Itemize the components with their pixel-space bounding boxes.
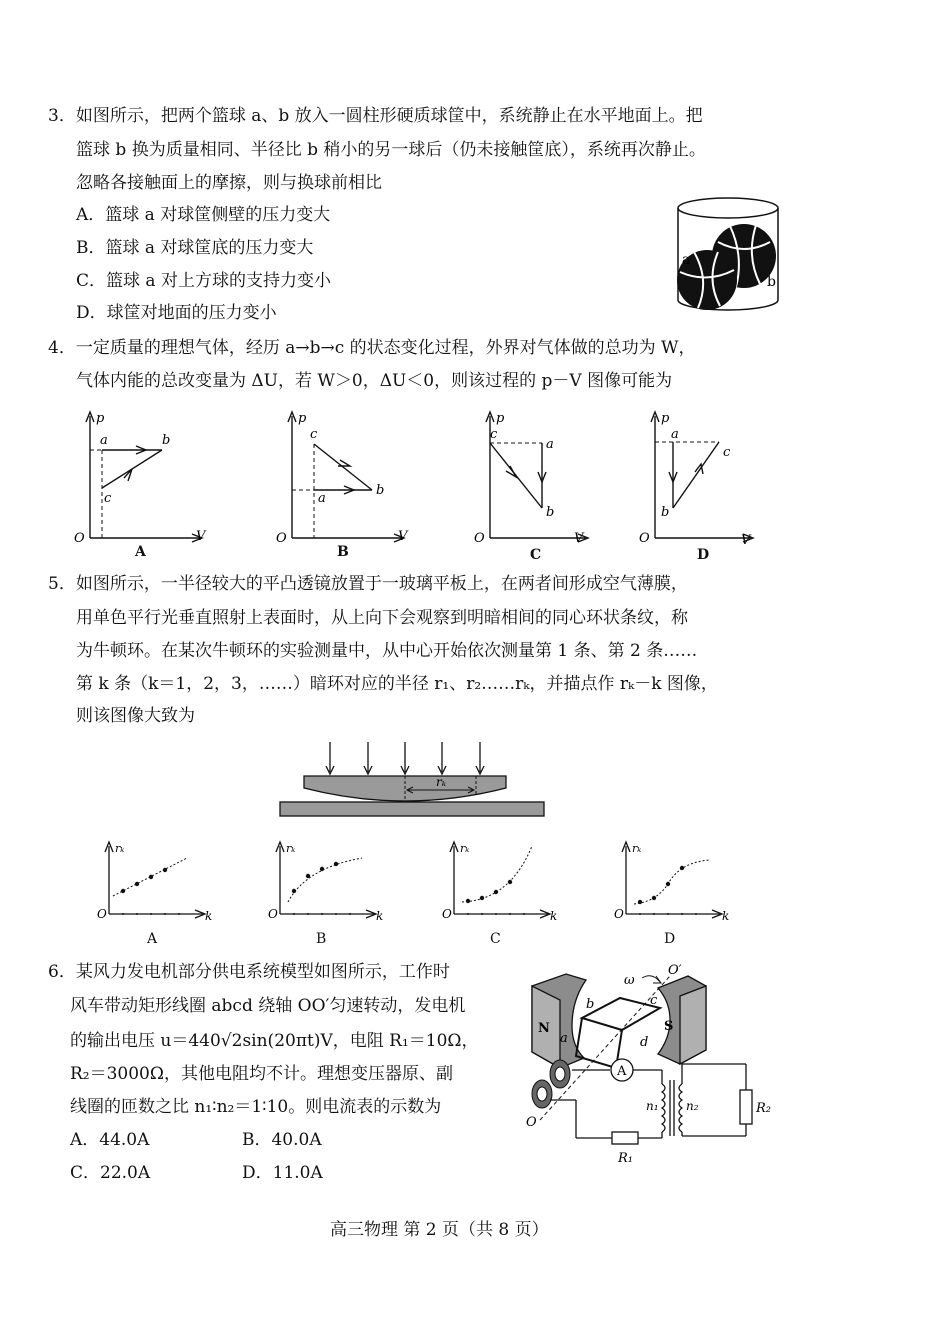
q6-line-3: 的输出电压 u＝440√2sin(20πt)V，电阻 R₁＝10Ω， (70, 1031, 479, 1051)
q3-line-1: 3．如图所示，把两个篮球 a、b 放入一圆柱形硬质球筐中，系统静止在水平地面上。把 (48, 106, 703, 126)
q5-line-4: 第 k 条（k＝1，2，3，……）暗环对应的半径 r₁、r₂……rₖ，并描点作 rₖ－k 图像， (76, 674, 718, 694)
q4-line-1: 4．一定质量的理想气体，经历 a→b→c 的状态变化过程，外界对气体做的总功为 W， (48, 338, 696, 358)
svg-text:p: p (96, 411, 105, 426)
rk-graph-d (612, 838, 742, 926)
svg-text:b: b (546, 505, 555, 520)
pv-label-c: C (530, 547, 542, 563)
svg-text:O: O (442, 907, 452, 921)
svg-text:ω: ω (624, 973, 635, 988)
svg-text:n₁: n₁ (646, 1099, 659, 1113)
q6-line-4: R₂＝3000Ω，其他电阻均不计。理想变压器原、副 (70, 1064, 453, 1084)
svg-text:b: b (586, 997, 595, 1012)
q5-line-5: 则该图像大致为 (76, 706, 195, 726)
svg-text:O: O (268, 907, 278, 921)
svg-text:R₁: R₁ (618, 1151, 633, 1166)
pv-label-a: A (135, 544, 146, 560)
pv-graph-a (70, 408, 220, 558)
svg-text:d: d (640, 1035, 649, 1050)
rk-graph-a (95, 838, 225, 926)
basket-figure (670, 192, 790, 320)
svg-text:p: p (496, 411, 505, 426)
generator-circuit-figure (520, 960, 790, 1175)
svg-text:k: k (550, 909, 558, 923)
svg-text:O: O (276, 531, 287, 546)
rk-label-b: B (316, 931, 327, 947)
rk-label-a: A (147, 931, 158, 947)
q6-option-b: B．40.0A (242, 1130, 322, 1150)
q3-option-d: D．球筐对地面的压力变小 (76, 303, 277, 323)
rk-label-c: C (490, 931, 501, 947)
svg-text:n₂: n₂ (686, 1099, 699, 1113)
svg-text:b: b (661, 505, 670, 520)
svg-text:V: V (196, 529, 206, 544)
rk-graph-b (266, 838, 396, 926)
svg-text:O: O (614, 907, 624, 921)
pv-graph-d (635, 408, 785, 558)
q3-option-a: A．篮球 a 对球筐侧壁的压力变大 (76, 205, 331, 225)
svg-text:V: V (398, 529, 408, 544)
pv-graph-c (470, 408, 620, 558)
page-footer: 高三物理 第 2 页（共 8 页） (330, 1220, 549, 1240)
label-a: a (682, 252, 691, 268)
q6-option-a: A．44.0A (70, 1130, 150, 1150)
svg-text:p: p (298, 411, 307, 426)
label-b: b (767, 274, 776, 290)
glass-plate (280, 802, 544, 816)
svg-text:b: b (162, 433, 171, 448)
svg-text:A: A (617, 1064, 627, 1079)
q3-option-c: C．篮球 a 对上方球的支持力变小 (76, 271, 331, 291)
pv-label-b: B (337, 544, 349, 560)
svg-text:c: c (310, 427, 318, 442)
svg-text:c: c (104, 491, 112, 506)
svg-text:R₂: R₂ (756, 1101, 771, 1116)
svg-text:N: N (538, 1021, 550, 1036)
svg-text:a: a (546, 437, 554, 452)
q6-line-5: 线圈的匝数之比 n₁∶n₂＝1∶10。则电流表的示数为 (70, 1097, 442, 1117)
svg-text:rₖ: rₖ (632, 842, 642, 855)
svg-text:k: k (205, 909, 213, 923)
q3-line-3: 忽略各接触面上的摩擦，则与换球前相比 (76, 173, 382, 193)
q3-line-2: 篮球 b 换为质量相同、半径比 b 稍小的另一球后（仍未接触筐底），系统再次静止。 (76, 140, 706, 160)
svg-text:a: a (560, 1031, 568, 1046)
rk-graph-c (440, 838, 570, 926)
svg-text:S: S (664, 1019, 674, 1034)
svg-text:V: V (741, 533, 751, 548)
q3-option-b: B．篮球 a 对球筐底的压力变大 (76, 238, 314, 258)
svg-text:O′: O′ (668, 963, 682, 978)
svg-text:rₖ: rₖ (460, 842, 470, 855)
svg-text:a: a (671, 427, 679, 442)
q6-option-c: C．22.0A (70, 1163, 151, 1183)
svg-text:O: O (639, 531, 650, 546)
q6-option-d: D．11.0A (242, 1163, 323, 1183)
svg-text:k: k (722, 909, 730, 923)
svg-text:b: b (376, 483, 385, 498)
svg-text:c: c (490, 427, 498, 442)
svg-text:p: p (661, 411, 670, 426)
pv-label-d: D (697, 547, 710, 563)
q6-line-2: 风车带动矩形线圈 abcd 绕轴 OO′匀速转动，发电机 (70, 996, 466, 1016)
q6-line-1: 6．某风力发电机部分供电系统模型如图所示，工作时 (48, 962, 450, 982)
q5-line-2: 用单色平行光垂直照射上表面时，从上向下会观察到明暗相间的同心环状条纹，称 (76, 608, 688, 628)
svg-text:rₖ: rₖ (436, 775, 447, 789)
svg-text:k: k (376, 909, 384, 923)
pv-graph-b (272, 408, 422, 558)
svg-text:O: O (474, 531, 485, 546)
newton-ring-figure (270, 738, 550, 822)
q5-line-3: 为牛顿环。在某次牛顿环的实验测量中，从中心开始依次测量第 1 条、第 2 条…… (76, 641, 698, 661)
rk-label-d: D (664, 931, 676, 947)
svg-text:rₖ: rₖ (286, 842, 296, 855)
svg-text:a: a (318, 491, 326, 506)
q4-line-2: 气体内能的总改变量为 ΔU，若 W＞0，ΔU＜0，则该过程的 p－V 图像可能为 (76, 371, 673, 391)
svg-text:c: c (650, 993, 658, 1008)
svg-text:O: O (74, 531, 85, 546)
q5-line-1: 5．如图所示，一半径较大的平凸透镜放置于一玻璃平板上，在两者间形成空气薄膜， (48, 574, 688, 594)
svg-text:O: O (526, 1115, 537, 1130)
svg-text:V: V (574, 531, 584, 546)
svg-text:a: a (100, 433, 108, 448)
svg-text:rₖ: rₖ (115, 842, 125, 855)
svg-text:c: c (723, 445, 731, 460)
svg-text:O: O (97, 907, 107, 921)
